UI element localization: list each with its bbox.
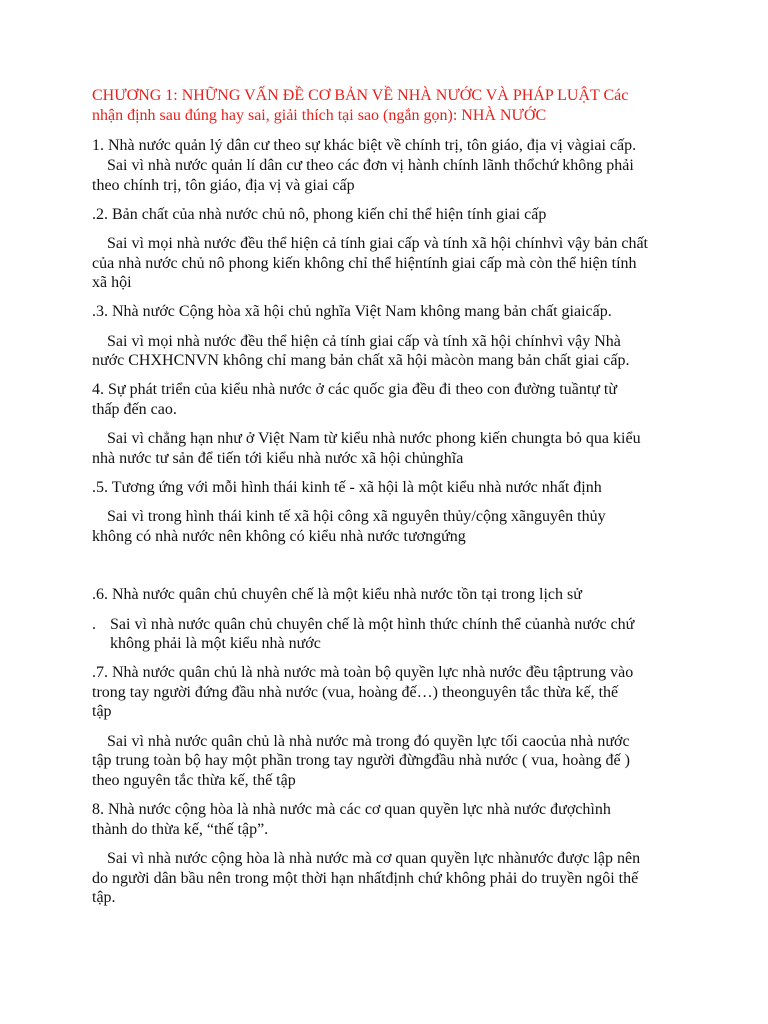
statement-7-line-3: tập <box>92 703 112 720</box>
statement-3: .3. Nhà nước Cộng hòa xã hội chủ nghĩa Việt Nam không mang bản chất giaicấp. <box>92 303 612 320</box>
answer-1-line-2: theo chính trị, tôn giáo, địa vị và giai cấp <box>92 177 355 194</box>
answer-5-line-1: Sai vì trong hình thái kinh tế xã hội công xã nguyên thủy/cộng xãnguyên thủy <box>107 508 606 525</box>
answer-5-line-2: không có nhà nước nên không có kiểu nhà nước tươngứng <box>92 528 466 545</box>
answer-7-line-2: tập trung toàn bộ hay một phần trong tay người đừngđầu nhà nước ( vua, hoàng đế ) <box>92 752 630 769</box>
chapter-heading-line-1: CHƯƠNG 1: NHỮNG VẤN ĐỀ CƠ BẢN VỀ NHÀ NƯỚC VÀ PHÁP LUẬT Các <box>92 87 629 104</box>
answer-8-line-1: Sai vì nhà nước cộng hòa là nhà nước mà cơ quan quyền lực nhànước được lập nên <box>107 850 641 867</box>
statement-8-line-1: 8. Nhà nước cộng hòa là nhà nước mà các cơ quan quyền lực nhà nước đượchình <box>92 801 611 818</box>
answer-8-line-2: do người dân bầu nên trong một thời hạn nhấtđịnh chứ không phải do truyền ngôi thế <box>92 870 639 887</box>
statement-2: .2. Bản chất của nhà nước chủ nô, phong kiến chỉ thể hiện tính giai cấp <box>92 206 547 223</box>
statement-7-line-1: .7. Nhà nước quân chủ là nhà nước mà toàn bộ quyền lực nhà nước đều tậptrung vào <box>92 664 634 681</box>
answer-1-line-1: Sai vì nhà nước quản lí dân cư theo các đơn vị hành chính lãnh thổchứ không phải <box>107 157 634 174</box>
answer-6-bullet: . <box>92 616 96 633</box>
statement-7-line-2: trong tay người đứng đầu nhà nước (vua, hoàng đế…) theonguyên tắc thừa kế, thế <box>92 684 619 701</box>
answer-2-line-1: Sai vì mọi nhà nước đều thể hiện cả tính giai cấp và tính xã hội chínhvì vậy bản chất <box>107 235 648 252</box>
answer-7-line-3: theo nguyên tắc thừa kế, thế tập <box>92 772 296 789</box>
statement-6: .6. Nhà nước quân chủ chuyên chế là một kiểu nhà nước tồn tại trong lịch sử <box>92 586 582 603</box>
chapter-heading-line-2: nhận định sau đúng hay sai, giải thích tại sao (ngắn gọn): NHÀ NƯỚC <box>92 107 547 124</box>
statement-4-line-2: thấp đến cao. <box>92 401 177 418</box>
statement-4-line-1: 4. Sự phát triển của kiểu nhà nước ở các quốc gia đều đi theo con đường tuầntự từ <box>92 381 618 398</box>
statement-1: 1. Nhà nước quản lý dân cư theo sự khác biệt về chính trị, tôn giáo, địa vị vàgiai cấp. <box>92 137 637 154</box>
answer-2-line-2: của nhà nước chủ nô phong kiến không chỉ thể hiệntính giai cấp mà còn thể hiện tính <box>92 255 637 272</box>
answer-8-line-3: tập. <box>92 889 116 906</box>
answer-6-line-1: Sai vì nhà nước quân chủ chuyên chế là một hình thức chính thể củanhà nước chứ <box>110 616 635 633</box>
statement-5: .5. Tương ứng với mỗi hình thái kinh tế - xã hội là một kiểu nhà nước nhất định <box>92 479 602 496</box>
answer-3-line-1: Sai vì mọi nhà nước đều thể hiện cả tính giai cấp và tính xã hội chínhvì vậy Nhà <box>107 333 621 350</box>
answer-2-line-3: xã hội <box>92 274 132 291</box>
answer-3-line-2: nước CHXHCNVN không chỉ mang bản chất xã hội màcòn mang bản chất giai cấp. <box>92 352 630 369</box>
answer-6-line-2: không phải là một kiểu nhà nước <box>110 635 321 652</box>
answer-4-line-1: Sai vì chẳng hạn như ở Việt Nam từ kiểu nhà nước phong kiến chungta bỏ qua kiểu <box>107 430 641 447</box>
answer-4-line-2: nhà nước tư sản để tiến tới kiểu nhà nước xã hội chủnghĩa <box>92 450 464 467</box>
statement-8-line-2: thành do thừa kế, “thế tập”. <box>92 821 269 838</box>
answer-7-line-1: Sai vì nhà nước quân chủ là nhà nước mà trong đó quyền lực tối caocủa nhà nước <box>107 733 630 750</box>
chapter-heading <box>92 86 682 126</box>
